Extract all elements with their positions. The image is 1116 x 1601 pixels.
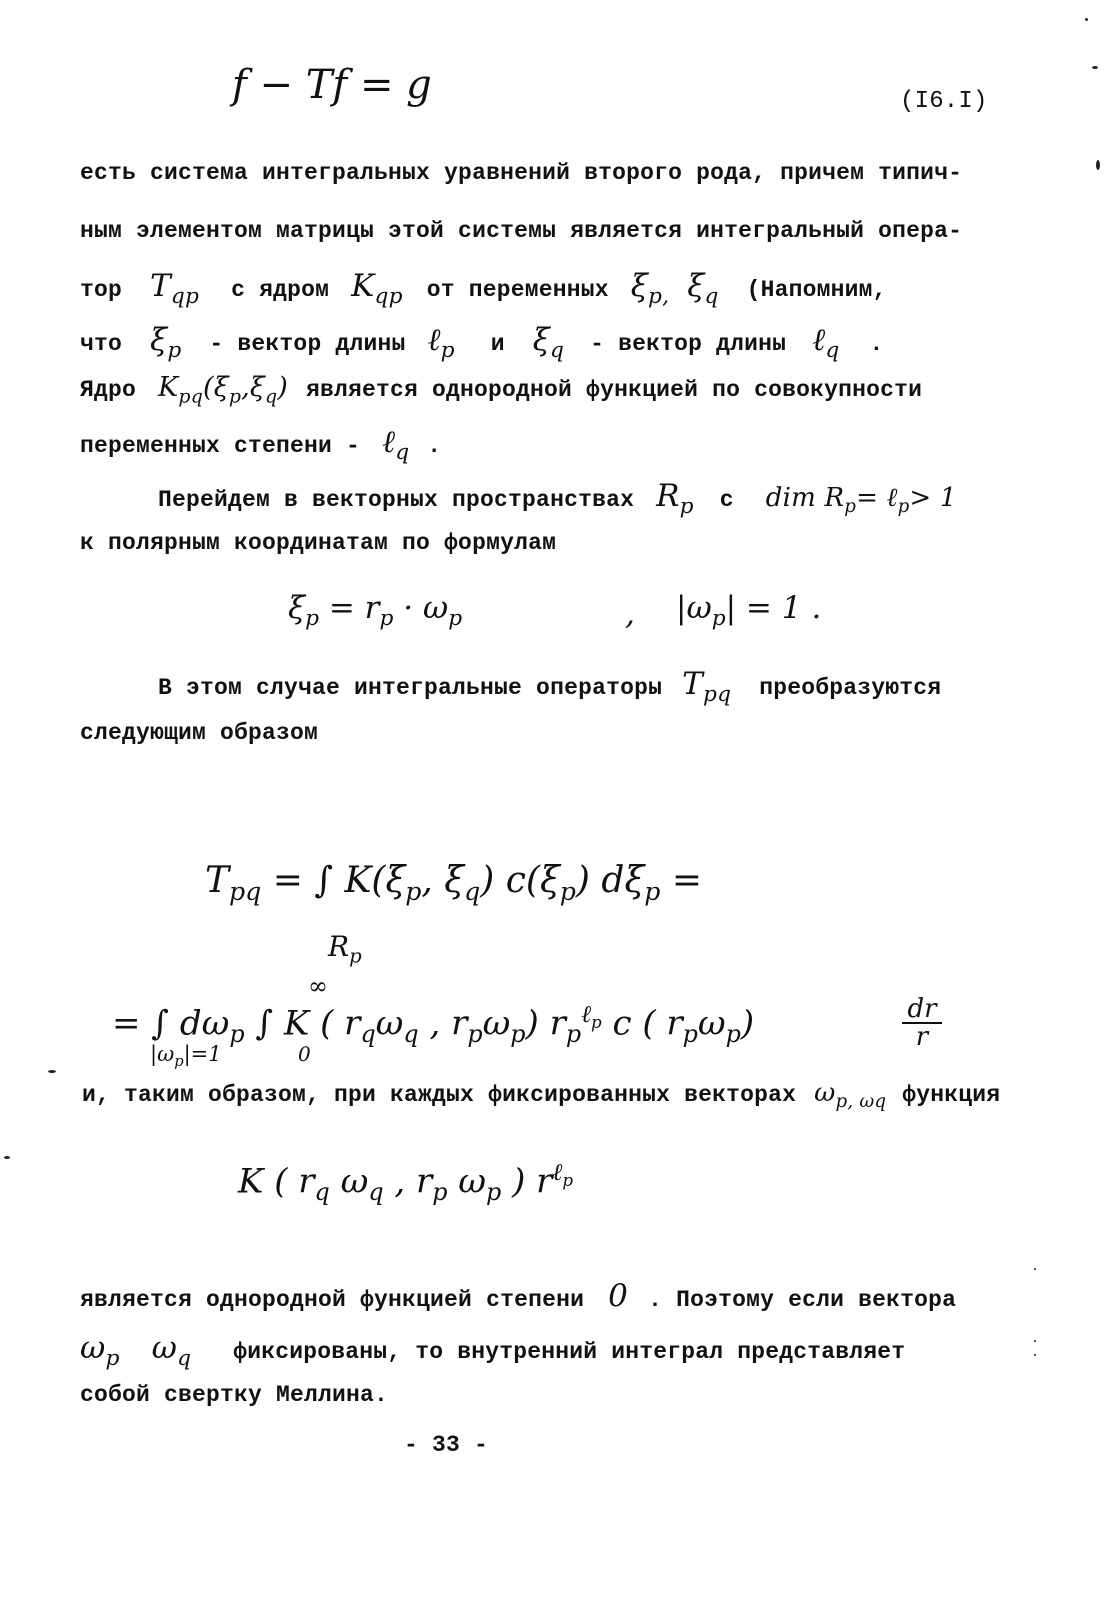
equation-transform-limit: [328, 930, 362, 968]
math-sub: p,: [648, 284, 670, 310]
text: и, таким образом, при каждых фиксированных векторах: [82, 1082, 797, 1108]
text: (Напомним,: [746, 277, 887, 303]
math-sub: p: [682, 1020, 698, 1049]
math-symbol: ): [740, 1003, 755, 1044]
paragraph-2-line-1: [158, 478, 957, 519]
math-sub: qp: [170, 284, 200, 310]
math-symbol: ,: [625, 596, 635, 632]
math-symbol: ω: [80, 1330, 106, 1366]
scan-speck: [48, 1070, 56, 1073]
text: что: [80, 331, 123, 357]
scan-speck: [1085, 18, 1088, 21]
math-sub: q: [704, 284, 719, 310]
page-number: [404, 1432, 488, 1458]
math-symbol: ξ: [288, 590, 306, 626]
text: есть система интегральных уравнений второго рода, причем типич-: [80, 160, 963, 186]
fraction-denominator: r: [902, 1022, 942, 1050]
math-sub: p: [379, 606, 394, 632]
math-sub: q: [550, 338, 565, 364]
math-sub: p: [562, 1170, 573, 1190]
math-xi-p: [630, 268, 670, 310]
paragraph-1-line-4: [80, 322, 883, 363]
math-sub: p, ω: [835, 1091, 875, 1113]
math-sub: pq: [178, 385, 203, 408]
math-sub: p: [725, 1020, 741, 1049]
paragraph-5-line-2: [80, 1330, 905, 1371]
math-symbol: |=1: [183, 1042, 222, 1066]
math-symbol: ) r: [525, 1003, 566, 1044]
math-symbol: |ω: [150, 1042, 175, 1066]
math-symbol: ω: [697, 1003, 726, 1044]
paragraph-1-line-6: [80, 424, 441, 465]
math-omega-q: [151, 1330, 192, 1372]
scan-speck: [1096, 160, 1100, 170]
text: - вектор длины: [209, 331, 406, 357]
math-sub: p: [305, 606, 319, 632]
math-symbol: ∞: [308, 972, 328, 1000]
math-sub: p: [711, 606, 726, 632]
paragraph-2-line-2: [80, 530, 556, 556]
math-sub: q: [395, 440, 410, 466]
math-sub: p: [679, 494, 694, 520]
paragraph-5-line-3: [80, 1382, 388, 1408]
text: фиксированы, то внутренний интеграл представляет: [233, 1339, 906, 1365]
math-sub: p: [440, 338, 455, 364]
text: ным элементом матрицы этой системы является интегральный опера-: [80, 218, 963, 244]
text: Перейдем в векторных пространствах: [158, 487, 635, 513]
math-T-pq: [682, 666, 732, 708]
math-sub: p: [432, 1178, 448, 1207]
math-symbol: (ξ: [203, 372, 229, 403]
math-symbol: 0: [298, 1042, 311, 1066]
text: тор: [80, 277, 123, 303]
text: от переменных: [426, 277, 609, 303]
math-Kpq-args: [158, 372, 288, 408]
scan-speck: [1034, 1354, 1036, 1356]
math-sub: p: [467, 1020, 483, 1049]
math-symbol: ℓ: [812, 322, 826, 358]
math-symbol: K ( r: [283, 1003, 361, 1044]
text: следующим образом: [80, 720, 319, 746]
math-sub: p: [591, 1012, 602, 1032]
math-Tqp: [150, 268, 200, 310]
text: .: [427, 433, 442, 459]
equation-transform-line-1: [205, 860, 702, 906]
equation-transform-inner-lower-limit: [298, 1042, 311, 1066]
text: В этом случае интегральные операторы: [158, 675, 663, 701]
paragraph-1-line-5: [80, 372, 922, 407]
math-symbol: = ∫ K(ξ: [261, 860, 406, 901]
scan-speck: [1092, 66, 1098, 69]
math-symbol: , r: [383, 1161, 433, 1202]
equation-number: [900, 88, 988, 115]
math-xi-p: [150, 322, 182, 364]
math-symbol: T: [682, 666, 703, 702]
scan-speck: [1034, 1340, 1036, 1342]
equation-kernel: [238, 1158, 573, 1206]
math-l-q: [382, 424, 410, 466]
math-sub: p: [844, 496, 857, 518]
paragraph-4-line-1: [82, 1078, 1000, 1112]
text: к полярным координатам по формулам: [80, 530, 557, 556]
math-symbol: · ω: [393, 590, 449, 626]
text: преобразуются: [759, 675, 942, 701]
math-sub: q: [825, 338, 840, 364]
math-symbol: ω: [447, 1161, 487, 1202]
text: является однородной функцией по совокупности: [306, 377, 923, 403]
math-symbol: K: [351, 268, 375, 304]
paragraph-3-line-1: [158, 666, 941, 707]
math-sub: p: [448, 606, 463, 632]
math-symbol: = ∫ dω: [112, 1003, 230, 1044]
math-symbol: K ( r: [238, 1161, 315, 1202]
math-symbol: |ω: [676, 590, 712, 626]
math-sub: pq: [703, 682, 732, 708]
math-symbol: = r: [318, 590, 380, 626]
math-sub: p: [349, 944, 362, 968]
math-exp: [581, 1000, 602, 1032]
math-symbol: > 1: [909, 483, 957, 513]
math-symbol: ) r: [501, 1161, 553, 1202]
equation-16-1: [232, 62, 432, 108]
equation-polar-comma: [625, 596, 635, 632]
math-sub: p: [105, 1346, 120, 1372]
math-symbol: dim R: [765, 483, 845, 513]
math-symbol: ) dξ: [575, 860, 645, 901]
text: собой свертку Меллина.: [80, 1382, 389, 1408]
equation-number-label: (I6.I): [900, 88, 988, 115]
math-sub: p: [510, 1020, 526, 1049]
math-sub: q: [360, 1020, 376, 1049]
math-symbol: K: [158, 372, 179, 403]
text: с ядром: [231, 277, 330, 303]
equation-polar: [288, 590, 462, 631]
equation-transform-line-2: [112, 1000, 754, 1048]
math-symbol: ℓ: [427, 322, 441, 358]
equation-polar-norm: [676, 590, 821, 631]
math-symbol: ω: [329, 1161, 369, 1202]
paragraph-1-line-3: [80, 268, 887, 309]
math-sub: q: [368, 1178, 384, 1207]
equation-transform-lower-limit: [150, 1042, 222, 1070]
math-Kqp: [351, 268, 403, 310]
math-omega-pq: [814, 1078, 887, 1113]
math-symbol: T: [150, 268, 171, 304]
math-symbol: ) c(ξ: [480, 860, 560, 901]
math-symbol: T: [205, 860, 230, 901]
math-sub: q: [403, 1020, 419, 1049]
math-symbol: ξ: [532, 322, 551, 358]
math-symbol: ℓ: [382, 424, 396, 460]
equation-transform-upper-limit: [308, 972, 328, 1000]
math-symbol: ): [277, 372, 288, 403]
math-symbol: ξ: [687, 268, 705, 304]
math-omega-p: [80, 1330, 120, 1372]
math-sub: pq: [229, 877, 262, 907]
math-symbol: = ℓ: [856, 483, 898, 513]
paragraph-1-line-1: [80, 160, 962, 186]
math-sub: p: [486, 1178, 502, 1207]
math-l-p: [427, 322, 455, 364]
math-sub: q: [464, 877, 481, 907]
math-sub: p: [174, 1053, 184, 1071]
text: . Поэтому если вектора: [648, 1287, 957, 1313]
math-symbol: R: [656, 478, 680, 514]
math-sub: q: [264, 385, 278, 408]
math-sub: qp: [374, 284, 403, 310]
math-symbol: ∫: [244, 1003, 284, 1044]
math-R-p: [656, 478, 694, 520]
math-symbol: =: [660, 860, 703, 901]
math-sub: p: [565, 1020, 582, 1049]
fraction-numerator: dr: [907, 994, 937, 1024]
math-sub: p: [228, 385, 242, 408]
text: с: [719, 487, 734, 513]
math-sub: q: [177, 1346, 192, 1372]
paragraph-5-line-1: [80, 1278, 956, 1314]
scan-speck: [4, 1156, 10, 1159]
math-xi-q: [532, 322, 565, 364]
math-symbol: , ξ: [421, 860, 465, 901]
math-exp: [552, 1158, 573, 1190]
text: функция: [902, 1082, 1001, 1108]
scan-speck: [1034, 1268, 1036, 1270]
text: является однородной функцией степени: [80, 1287, 585, 1313]
math-sub: p: [229, 1020, 245, 1049]
math-sub: q: [874, 1091, 887, 1113]
paragraph-1-line-2: [80, 218, 962, 244]
page-number-label: - 33 -: [404, 1432, 489, 1458]
math-symbol: ω: [482, 1003, 511, 1044]
math-symbol: ξ: [150, 322, 168, 358]
math-dim-condition: [765, 483, 957, 518]
text: - вектор длины: [590, 331, 787, 357]
math-symbol: R: [328, 930, 350, 963]
math-sub: p: [897, 496, 910, 518]
math-symbol: | = 1: [725, 590, 802, 626]
math-symbol: ξ: [630, 268, 649, 304]
math-xi-q: [687, 268, 719, 310]
paragraph-3-line-2: [80, 720, 318, 746]
math-symbol: ℓ: [581, 1000, 592, 1028]
math-symbol: .: [811, 590, 822, 626]
math-symbol: ,ξ: [241, 372, 265, 403]
math-symbol: ω: [375, 1003, 404, 1044]
equation-16-1-formula: f − Tf = g: [232, 62, 432, 108]
text: .: [869, 331, 884, 357]
math-sub: p: [644, 877, 661, 907]
math-symbol: , r: [418, 1003, 468, 1044]
math-sub: q: [314, 1178, 330, 1207]
text: Ядро: [80, 377, 137, 403]
math-l-q: [812, 322, 840, 364]
math-zero: 0: [608, 1278, 629, 1314]
equation-transform-fraction: [902, 996, 942, 1050]
math-symbol: ω: [151, 1330, 178, 1366]
math-symbol: c ( r: [601, 1003, 683, 1044]
math-sub: p: [405, 877, 422, 907]
math-sub: p: [167, 338, 182, 364]
text: переменных степени -: [80, 433, 361, 459]
math-symbol: ω: [814, 1078, 836, 1108]
math-sub: p: [559, 877, 576, 907]
math-symbol: ℓ: [552, 1158, 563, 1186]
text: и: [490, 331, 505, 357]
